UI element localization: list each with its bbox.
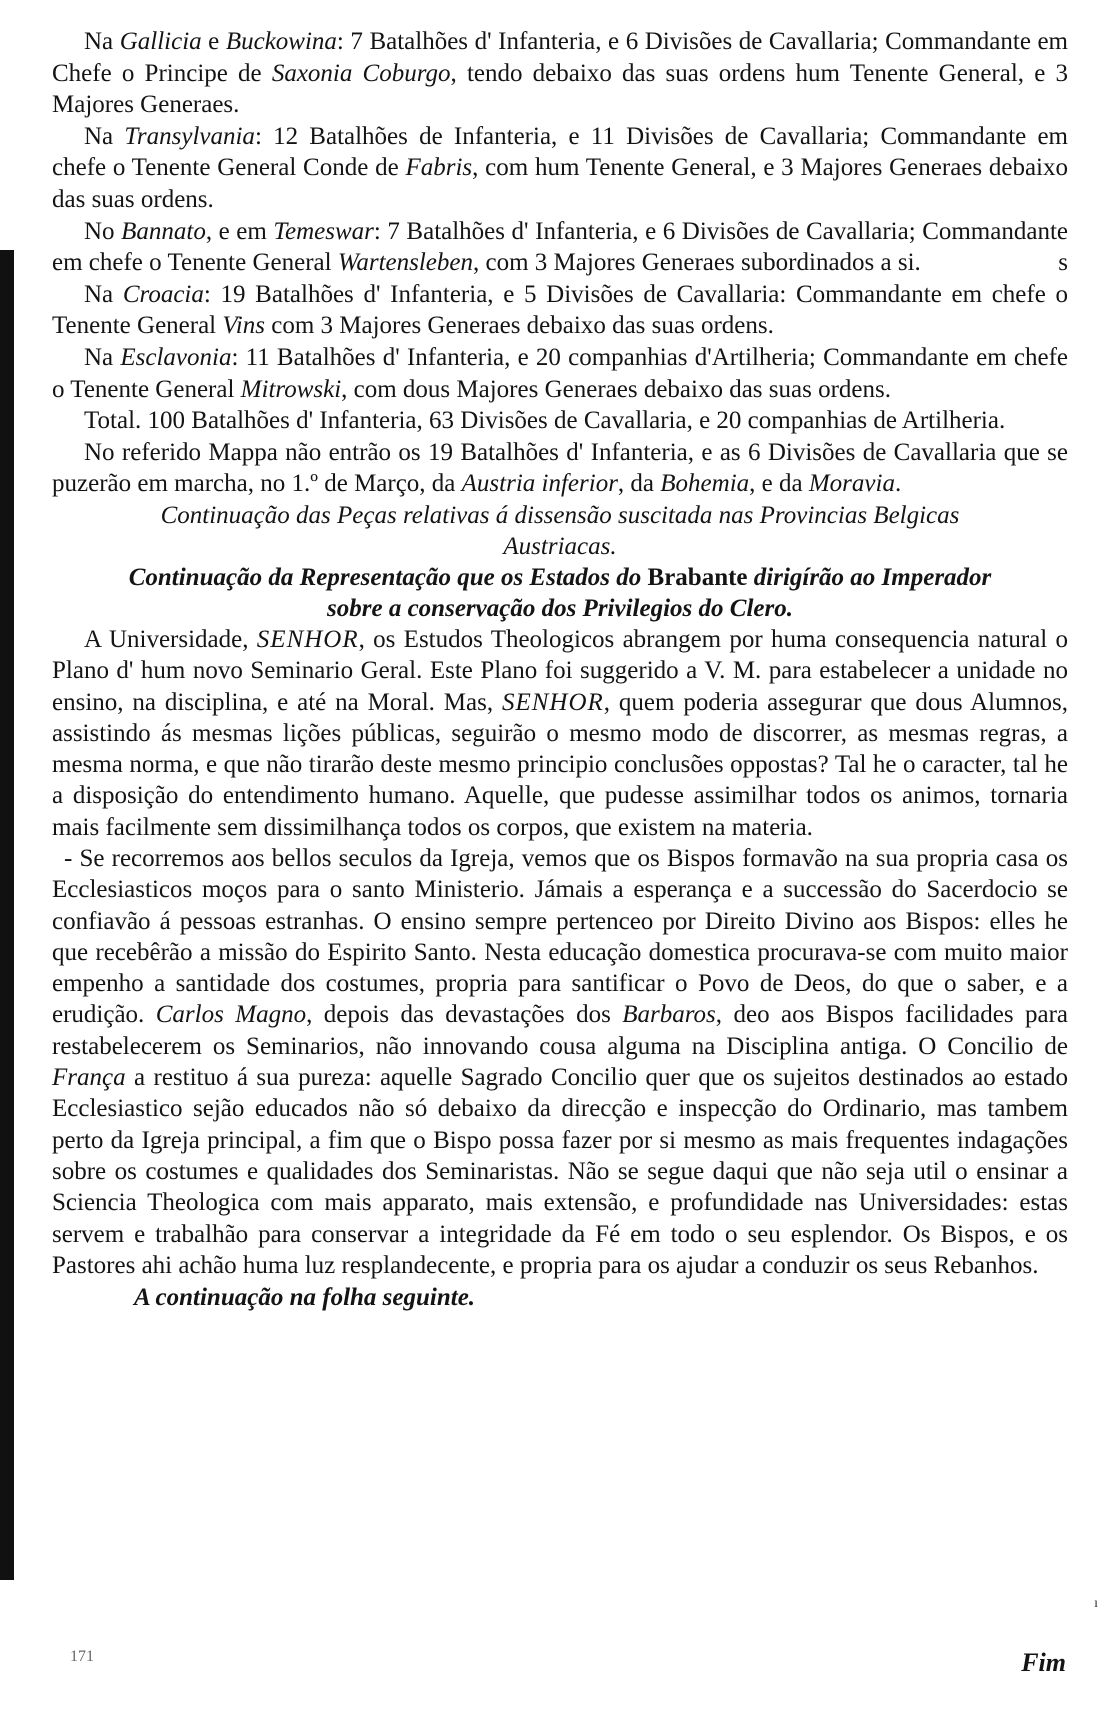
paragraph-mappa: No referido Mappa não entrão os 19 Batalhões d' Infanteria, e as 6 Divisões de Cavallaria que se puzerão em marcha, no 1.º de Março, da Austria inferior, da Bohemia, e da Moravia. [52,438,1068,498]
section-heading: Continuação das Peças relativas á dissensão suscitada nas Provincias Belgicas Austriacas. [160,501,960,560]
paragraph-universidade: A Universidade, SENHOR, os Estudos Theologicos abrangem por huma consequencia natural o Plano d' hum novo Seminario Geral. Este Plano foi suggerido a V. M. para estabelecer a unidade no ensino, na disciplina, e até na Moral. Mas, SENHOR, quem poderia assegurar que dous Alumnos, assistindo ás mesmas lições públicas, seguirão o mesmo modo de discorrer, as mesmas regras, a mesma norma, e que não tirarão deste mesmo principio conclusões oppostas? Tal he o caracter, tal he a disposição do entendimento humano. Aquelle, que pudesse assimilhar todos os animos, tornaria mais facilmente sem dissimilhança todos os corpos, que existem na materia. [52,625,1068,841]
paragraph-croacia: Na Croacia: 19 Batalhões d' Infanteria, e 5 Divisões de Cavallaria: Commandante em chefe o Tenente General Vins com 3 Majores Generaes debaixo das suas ordens. [52,280,1068,340]
subsection-heading: Continuação da Representação que os Estados do Brabante dirigírão ao Imperador sobre a conservação dos Privilegios do Clero. [128,563,992,622]
paragraph-bannato: No Bannato, e em Temeswar: 7 Batalhões d' Infanteria, e 6 Divisões de Cavallaria; Commandante em chefe o Tenente General Wartensleben, com 3 Majores Generaes subordinados a si. s [52,216,1068,279]
page-body [52,26,1068,1315]
scan-margin-bar [0,250,14,1580]
paragraph-total: Total. 100 Batalhões d' Infanteria, 63 Divisões de Cavallaria, e 20 companhias de Artilheria. [84,407,1006,435]
folio-number: 171 [70,1648,94,1665]
continuation-note: A continuação na folha seguinte. [134,1284,476,1312]
paragraph-transylvania: Na Transylvania: 12 Batalhões de Infanteria, e 11 Divisões de Cavallaria; Commandante em chefe o Tenente General Conde de Fabris, com hum Tenente General, e 3 Majores Generaes debaixo das suas ordens. [52,122,1069,213]
paragraph-gallicia: Na Gallicia e Buckowina: 7 Batalhões d' Infanteria, e 6 Divisões de Cavallaria; Commandante em Chefe o Principe de Saxonia Coburgo, tendo debaixo das suas ordens hum Tenente General, e 3 Majores Generaes. [52,28,1068,119]
edge-mark: ı [1094,1596,1098,1611]
margin-letter: s [1058,249,1068,277]
paragraph-seculos: - Se recorremos aos bellos seculos da Igreja, vemos que os Bispos formavão na sua propria casa os Ecclesiasticos moços para o santo Ministerio. Jámais a esperança e a successão do Sacerdocio se confiavão á pessoas estranhas. O ensino sempre pertenceo por Direito Divino aos Bispos: elles he que recebêrão a missão do Espirito Santo. Nesta educação domestica procurava-se com muito maior empenho a santidade dos costumes, propria para santificar o Povo de Deos, do que o saber, e a erudição. Carlos Magno, depois das devastações dos Barbaros, deo aos Bispos facilidades para restabelecerem os Seminarios, não innovando cousa alguma na Disciplina antiga. O Concilio de França a restituo á sua pureza: aquelle Sagrado Concilio quer que os sujeitos destinados ao estado Ecclesiastico sejão educados não só debaixo da direcção e inspecção do Ordinario, mas tambem perto da Igreja principal, a fim que o Bispo possa fazer por si mesmo as mais frequentes indagações sobre os costumes e qualidades dos Seminaristas. Não se segue daqui que não seja util o ensinar a Sciencia Theologica com mais apparato, mais extensão, e profundidade nas Universidades: estas servem e trabalhão para conservar a integridade da Fé em todo o seu esplendor. Os Bispos, e os Pastores ahi achão huma luz resplandecente, e propria para os ajudar a conduzir os seus Rebanhos. [52,844,1069,1279]
fim-mark: Fim [1021,1648,1066,1677]
paragraph-esclavonia: Na Esclavonia: 11 Batalhões d' Infanteria, e 20 companhias d'Artilheria; Commandante em chefe o Tenente General Mitrowski, com dous Majores Generaes debaixo das suas ordens. [52,343,1068,403]
page-footer [0,1648,1100,1688]
